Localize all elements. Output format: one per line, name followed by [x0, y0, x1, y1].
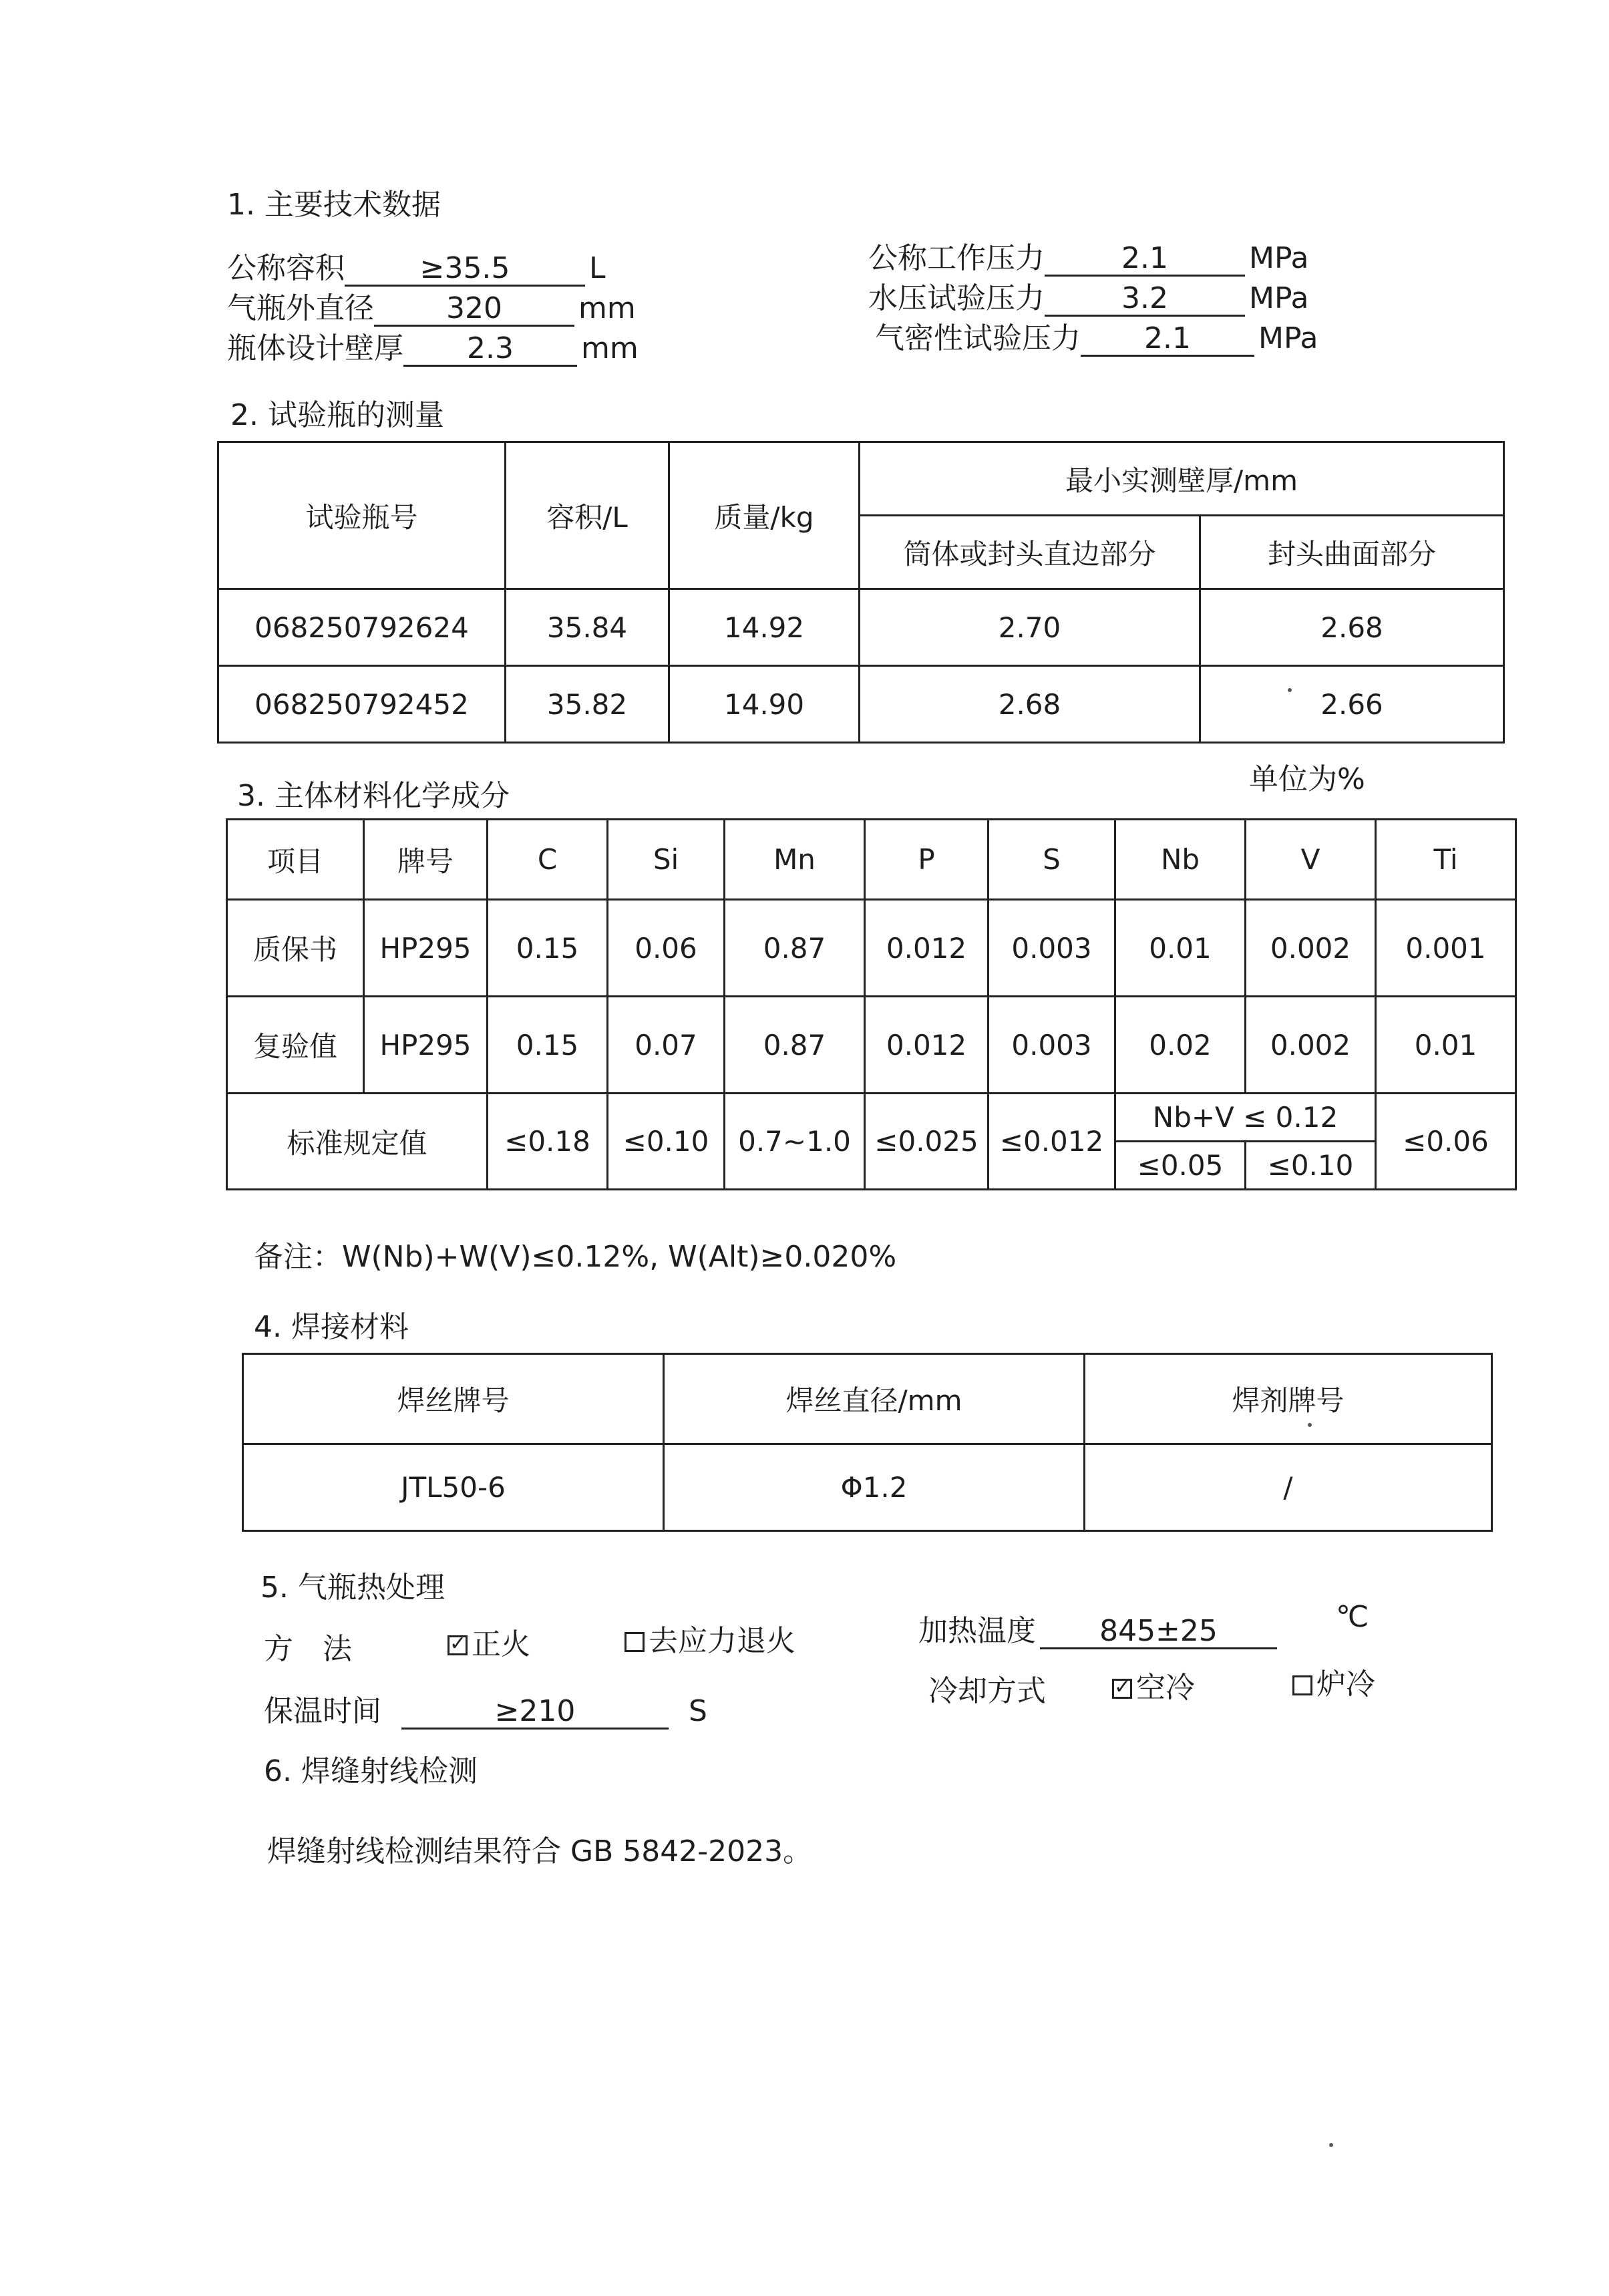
- option-stress-relief: [624, 1617, 795, 1659]
- std-si: ≤0.10: [608, 1094, 725, 1190]
- nominal-volume-unit: L: [589, 251, 606, 285]
- std-v: ≤0.10: [1246, 1142, 1376, 1190]
- mass: 14.92: [669, 589, 860, 666]
- c-value: 0.15: [488, 997, 608, 1094]
- nominal-volume-value: ≥35.5: [345, 253, 585, 287]
- section-6-title: 6. 焊缝射线检测: [264, 1754, 478, 1788]
- nominal-volume-field: [227, 244, 606, 287]
- header-curve: 封头曲面部分: [1200, 516, 1504, 589]
- curve-wall: 2.68: [1200, 589, 1504, 666]
- scan-speck: [1288, 688, 1292, 692]
- header-mn: Mn: [725, 820, 865, 900]
- header-wire-grade: 焊丝牌号: [243, 1354, 664, 1444]
- v-value: 0.002: [1246, 900, 1376, 997]
- heating-temp-unit: ℃: [1336, 1600, 1369, 1634]
- section-2-title: 2. 试验瓶的测量: [230, 398, 444, 432]
- design-wall-value: 2.3: [403, 333, 577, 367]
- hydro-pressure-value: 3.2: [1045, 283, 1245, 317]
- std-nb: ≤0.05: [1115, 1142, 1246, 1190]
- nb-value: 0.01: [1115, 900, 1246, 997]
- volume: 35.84: [506, 589, 669, 666]
- chem-remark: 备注：W(Nb)+W(V)≤0.12%, W(Alt)≥0.020%: [254, 1240, 897, 1274]
- p-value: 0.012: [865, 997, 989, 1094]
- cooling-label: 冷却方式: [928, 1674, 1046, 1708]
- measurement-table: [217, 441, 1505, 744]
- mn-value: 0.87: [725, 900, 865, 997]
- hydro-pressure-field: [868, 274, 1308, 317]
- si-value: 0.07: [608, 997, 725, 1094]
- volume: 35.82: [506, 666, 669, 743]
- wire-grade: JTL50-6: [243, 1444, 664, 1531]
- leak-pressure-field: [875, 314, 1318, 357]
- xray-result: 焊缝射线检测结果符合 GB 5842-2023。: [267, 1834, 813, 1868]
- si-value: 0.06: [608, 900, 725, 997]
- checkbox-unchecked-icon: [624, 1632, 645, 1652]
- holding-time-label: 保温时间: [264, 1694, 381, 1728]
- grade: HP295: [364, 997, 488, 1094]
- header-flux-grade: 焊剂牌号: [1085, 1354, 1492, 1444]
- hydro-pressure-label: 水压试验压力: [868, 281, 1045, 315]
- checkbox-checked-icon: [1112, 1679, 1132, 1699]
- ti-value: 0.01: [1376, 997, 1516, 1094]
- header-si: Si: [608, 820, 725, 900]
- section-1-title: 1. 主要技术数据: [227, 188, 441, 222]
- v-value: 0.002: [1246, 997, 1376, 1094]
- header-c: C: [488, 820, 608, 900]
- mn-value: 0.87: [725, 997, 865, 1094]
- working-pressure-unit: MPa: [1249, 241, 1309, 275]
- header-bottle-no: 试验瓶号: [218, 442, 506, 589]
- outer-diameter-unit: mm: [578, 291, 636, 325]
- working-pressure-field: [868, 234, 1308, 277]
- outer-diameter-label: 气瓶外直径: [227, 291, 374, 325]
- grade: HP295: [364, 900, 488, 997]
- option-furnace-cooling-label: 炉冷: [1316, 1667, 1375, 1701]
- table-row: [227, 900, 1516, 997]
- option-air-cooling-label: 空冷: [1136, 1671, 1195, 1705]
- scan-speck: [1308, 1423, 1312, 1427]
- ti-value: 0.001: [1376, 900, 1516, 997]
- curve-wall: 2.66: [1200, 666, 1504, 743]
- holding-time-unit: S: [689, 1694, 707, 1728]
- option-furnace-cooling: [1292, 1660, 1375, 1703]
- s-value: 0.003: [989, 900, 1115, 997]
- cylinder-wall: 2.68: [860, 666, 1200, 743]
- std-s: ≤0.012: [989, 1094, 1115, 1190]
- section-5-title: 5. 气瓶热处理: [260, 1571, 445, 1605]
- c-value: 0.15: [488, 900, 608, 997]
- outer-diameter-value: 320: [374, 293, 574, 327]
- std-c: ≤0.18: [488, 1094, 608, 1190]
- mass: 14.90: [669, 666, 860, 743]
- header-s: S: [989, 820, 1115, 900]
- header-volume: 容积/L: [506, 442, 669, 589]
- design-wall-unit: mm: [581, 331, 639, 365]
- std-nb-v-sum: Nb+V ≤ 0.12: [1115, 1094, 1376, 1142]
- chemical-composition-table: [226, 818, 1517, 1190]
- option-air-cooling: [1112, 1663, 1195, 1706]
- header-min-wall: 最小实测壁厚/mm: [860, 442, 1504, 516]
- s-value: 0.003: [989, 997, 1115, 1094]
- method-label: 方 法: [264, 1632, 352, 1666]
- standard-label: 标准规定值: [227, 1094, 488, 1190]
- table-row: [243, 1444, 1492, 1531]
- section-4-title: 4. 焊接材料: [254, 1310, 409, 1344]
- hydro-pressure-unit: MPa: [1249, 281, 1309, 315]
- header-grade: 牌号: [364, 820, 488, 900]
- std-p: ≤0.025: [865, 1094, 989, 1190]
- working-pressure-value: 2.1: [1045, 242, 1245, 277]
- table-row: [227, 997, 1516, 1094]
- unit-note: 单位为%: [1249, 762, 1365, 796]
- heating-temp-field: [918, 1607, 1277, 1649]
- option-normalizing-label: 正火: [472, 1627, 530, 1661]
- working-pressure-label: 公称工作压力: [868, 241, 1045, 275]
- header-v: V: [1246, 820, 1376, 900]
- welding-material-table: [242, 1353, 1493, 1532]
- header-cylinder: 筒体或封头直边部分: [860, 516, 1200, 589]
- leak-pressure-unit: MPa: [1258, 321, 1318, 355]
- bottle-no: 068250792452: [218, 666, 506, 743]
- flux-grade: /: [1085, 1444, 1492, 1531]
- outer-diameter-field: [227, 284, 636, 327]
- leak-pressure-value: 2.1: [1081, 323, 1254, 357]
- wire-diameter: Φ1.2: [664, 1444, 1085, 1531]
- option-normalizing: [448, 1620, 530, 1663]
- header-mass: 质量/kg: [669, 442, 860, 589]
- header-wire-diameter: 焊丝直径/mm: [664, 1354, 1085, 1444]
- holding-time-field: [264, 1687, 707, 1730]
- option-stress-relief-label: 去应力退火: [649, 1624, 795, 1658]
- header-item: 项目: [227, 820, 364, 900]
- p-value: 0.012: [865, 900, 989, 997]
- design-wall-field: [227, 324, 639, 367]
- scan-speck: [1329, 2143, 1333, 2147]
- nb-value: 0.02: [1115, 997, 1246, 1094]
- header-nb: Nb: [1115, 820, 1246, 900]
- cylinder-wall: 2.70: [860, 589, 1200, 666]
- std-ti: ≤0.06: [1376, 1094, 1516, 1190]
- checkbox-unchecked-icon: [1292, 1675, 1312, 1695]
- header-ti: Ti: [1376, 820, 1516, 900]
- holding-time-value: ≥210: [401, 1695, 669, 1730]
- row-label: 质保书: [227, 900, 364, 997]
- std-mn: 0.7~1.0: [725, 1094, 865, 1190]
- heating-temp-value: 845±25: [1040, 1615, 1277, 1649]
- leak-pressure-label: 气密性试验压力: [875, 321, 1081, 355]
- table-row: [218, 589, 1504, 666]
- bottle-no: 068250792624: [218, 589, 506, 666]
- checkbox-checked-icon: [448, 1635, 468, 1655]
- header-p: P: [865, 820, 989, 900]
- section-3-title: 3. 主体材料化学成分: [237, 779, 510, 813]
- table-row: [218, 666, 1504, 743]
- heating-temp-label: 加热温度: [918, 1614, 1036, 1648]
- nominal-volume-label: 公称容积: [227, 251, 345, 285]
- row-label: 复验值: [227, 997, 364, 1094]
- design-wall-label: 瓶体设计壁厚: [227, 331, 403, 365]
